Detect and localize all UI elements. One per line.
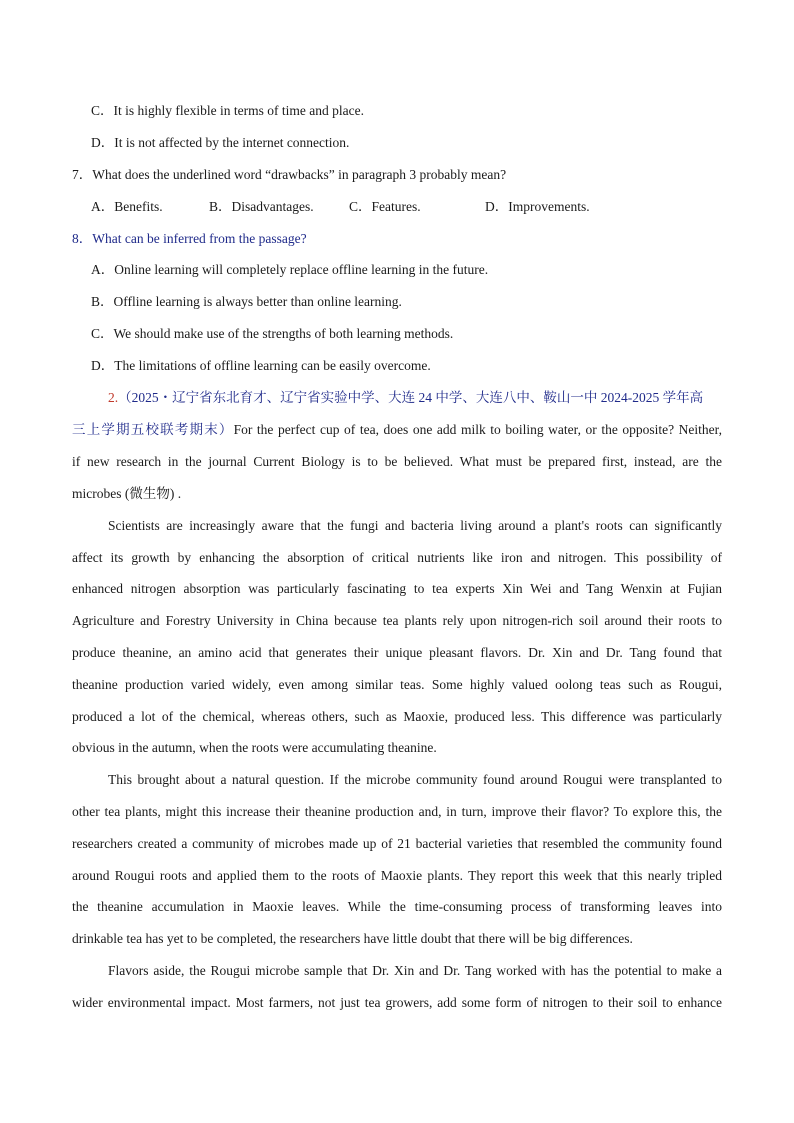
p3-line: Flavors aside, the Rougui microbe sample that Dr. Xin and Dr. Tang worked with has the potential to make a bbox=[108, 963, 722, 978]
q7-option-a: A．Benefits. bbox=[91, 199, 163, 214]
p2-line: other tea plants, might this increase their theanine production and, in turn, improve their flavor? To explore this, the bbox=[72, 804, 722, 819]
q6-option-c: C．It is highly flexible in terms of time and place. bbox=[91, 103, 364, 118]
p3-line: wider environmental impact. Most farmers, not just tea growers, add some form of nitrogen to their soil to enhance bbox=[72, 995, 722, 1010]
p1-line: enhanced nitrogen absorption was particularly fascinating to tea experts Xin Wei and Tang Wenxin at Fujian bbox=[72, 581, 722, 596]
intro-text-rest: For the perfect cup of tea, does one add milk to boiling water, or the opposite? Neither, bbox=[233, 422, 722, 437]
passage-number: 2. bbox=[108, 390, 119, 405]
p2-line: the theanine accumulation in Maoxie leaves. While the time-consuming process of transforming leaves into bbox=[72, 899, 722, 914]
passage-intro-line3: microbes (微生物) . bbox=[72, 486, 182, 501]
q8-stem: 8．What can be inferred from the passage? bbox=[72, 231, 307, 246]
passage-source: （2025・辽宁省东北育才、辽宁省实验中学、大连 24 中学、大连八中、鞍山一中 2024-2025 学年高 bbox=[118, 390, 704, 405]
q7-option-c: C．Features. bbox=[349, 199, 421, 214]
p1-line: Scientists are increasingly aware that the fungi and bacteria living around a plant's roots can significantly bbox=[108, 518, 722, 533]
p1-line: produce theanine, an amino acid that generates their unique pleasant flavors. Dr. Xin and Dr. Tang found that bbox=[72, 645, 722, 660]
passage-source-line1 bbox=[108, 389, 703, 407]
q8-option-a: A．Online learning will completely replace offline learning in the future. bbox=[91, 262, 489, 277]
p2-line: This brought about a natural question. If the microbe community found around Rougui were transplanted to bbox=[108, 772, 722, 787]
p1-line: Agriculture and Forestry University in China because tea plants rely upon nitrogen-rich soil around their roots to bbox=[72, 613, 722, 628]
p1-line: produced a lot of the chemical, whereas others, such as Maoxie, produced less. This difference was particularly bbox=[72, 709, 722, 724]
p1-line: affect its growth by enhancing the absorption of critical nutrients like iron and nitrogen. This possibility of bbox=[72, 550, 722, 565]
passage-source-cont: 三上学期五校联考期末） bbox=[72, 422, 234, 437]
p2-line: researchers created a community of microbes made up of 21 bacterial varieties that resembled the community found bbox=[72, 836, 722, 851]
p1-line: theanine production varied widely, even among similar teas. Some highly valued oolong teas such as Rougui, bbox=[72, 677, 722, 692]
q7-options bbox=[91, 198, 691, 216]
passage-intro-line1 bbox=[72, 421, 722, 439]
p2-line: drinkable tea has yet to be completed, the researchers have little doubt that there will be big differences. bbox=[72, 931, 633, 946]
passage-intro-line2: if new research in the journal Current Biology is to be believed. What must be prepared first, instead, are the bbox=[72, 454, 722, 469]
q7-option-d: D．Improvements. bbox=[485, 199, 590, 214]
p1-line: obvious in the autumn, when the roots were accumulating theanine. bbox=[72, 740, 437, 755]
q7-stem: 7．What does the underlined word “drawbacks” in paragraph 3 probably mean? bbox=[72, 167, 507, 182]
q8-option-b: B．Offline learning is always better than online learning. bbox=[91, 294, 402, 309]
q8-option-c: C．We should make use of the strengths of both learning methods. bbox=[91, 326, 454, 341]
q8-option-d: D．The limitations of offline learning can be easily overcome. bbox=[91, 358, 431, 373]
p2-line: around Rougui roots and applied them to the roots of Maoxie plants. They report this week that this nearly tripled bbox=[72, 868, 722, 883]
q7-option-b: B．Disadvantages. bbox=[209, 199, 314, 214]
q6-option-d: D．It is not affected by the internet connection. bbox=[91, 135, 350, 150]
